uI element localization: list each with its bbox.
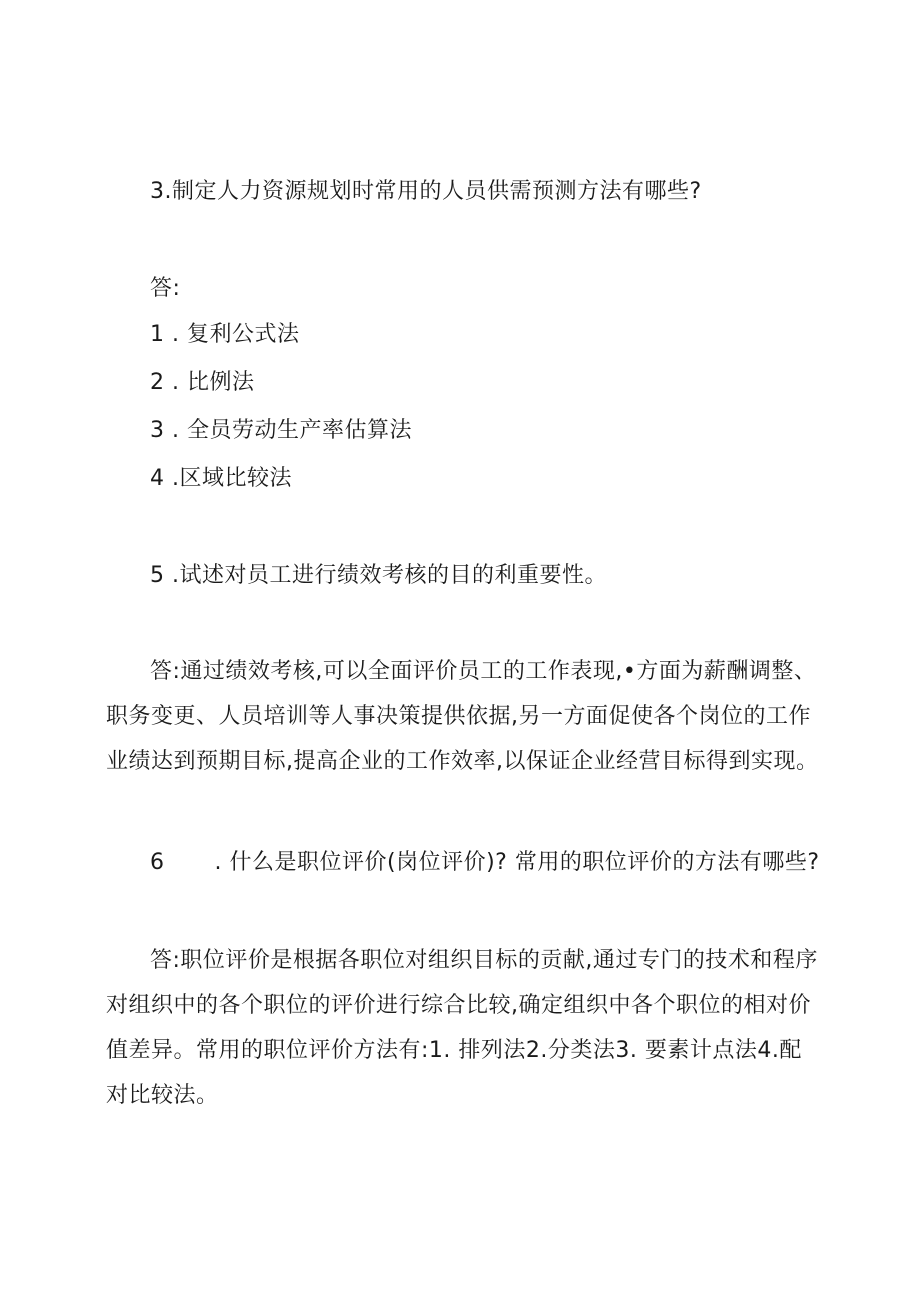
question-number: 6 <box>150 850 165 875</box>
question-text: . 什么是职位评价(岗位评价)? 常用的职位评价的方法有哪些? <box>214 850 820 875</box>
answer-3-item-3 <box>150 416 412 446</box>
question-number: 5 <box>150 563 165 588</box>
item-number: 2 <box>150 370 165 395</box>
answer-3-label: 答: <box>150 276 181 301</box>
item-number: 3 <box>150 418 165 443</box>
answer-6: 答:职位评价是根据各职位对组织目标的贡献,通过专门的技术和程序对组织中的各个职位的评价进行综合比较,确定组织中各个职位的相对价值差异。常用的职位评价方法有:1. 排列法2.分类法3. 要素计点法4.配对比较法。 <box>106 948 818 1108</box>
question-5 <box>150 561 607 591</box>
answer-3-item-1 <box>150 320 300 350</box>
answer-3-item-4 <box>150 464 292 494</box>
question-text: .试述对员工进行绩效考核的目的利重要性。 <box>172 563 607 588</box>
item-text: .区域比较法 <box>172 466 292 491</box>
item-text: . 全员劳动生产率估算法 <box>172 418 412 443</box>
answer-5: 答:通过绩效考核,可以全面评价员工的工作表现,•方面为薪酬调整、职务变更、人员培训等人事决策提供依据,另一方面促使各个岗位的工作业绩达到预期目标,提高企业的工作效率,以保证企业经营目标得到实现。 <box>106 659 819 774</box>
item-number: 1 <box>150 322 165 347</box>
question-6 <box>150 848 820 878</box>
item-number: 4 <box>150 466 165 491</box>
question-3: 3.制定人力资源规划时常用的人员供需预测方法有哪些? <box>150 179 702 204</box>
item-text: . 复利公式法 <box>172 322 300 347</box>
item-text: . 比例法 <box>172 370 255 395</box>
answer-3-item-2 <box>150 368 255 398</box>
